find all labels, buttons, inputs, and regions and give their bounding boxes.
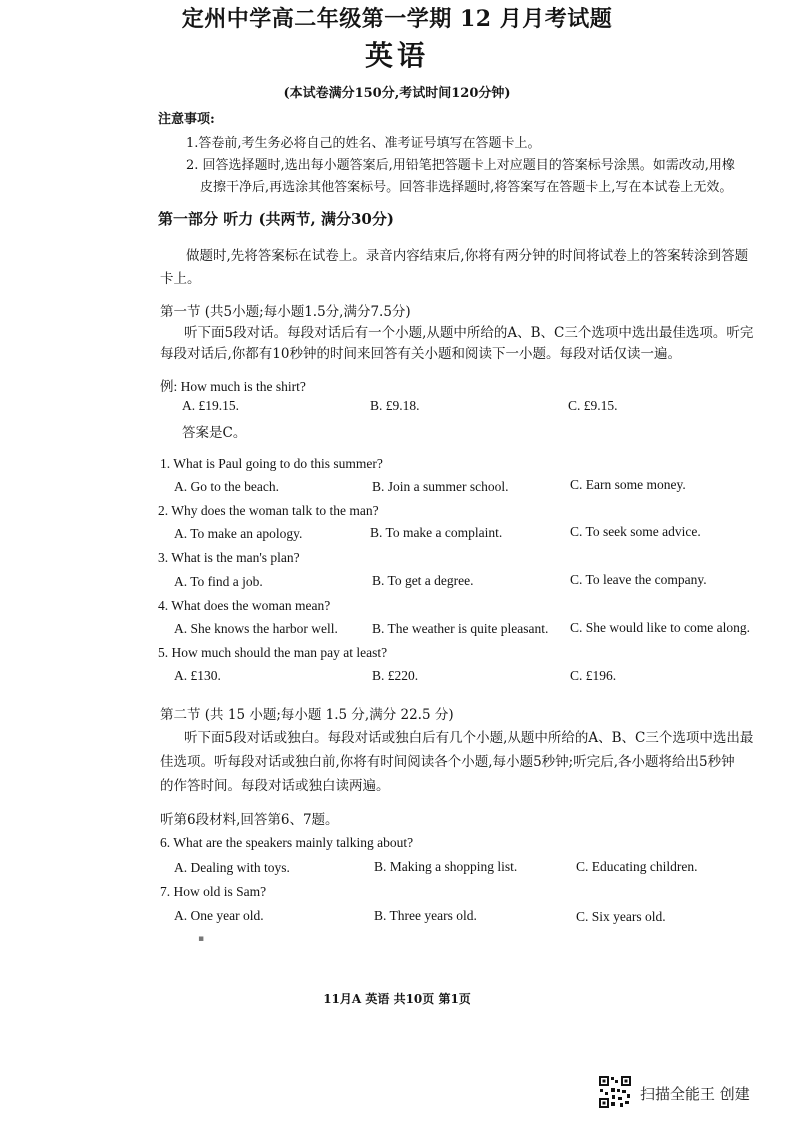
page-footer: 11月A 英语 共10页 第1页	[323, 992, 471, 1006]
question-2-option-b: B. To make a complaint.	[370, 525, 503, 540]
question-3-option-b: B. To get a degree.	[372, 573, 474, 588]
question-2: 2. Why does the woman talk to the man?	[158, 503, 379, 518]
section2-material-note: 听第6段材料,回答第6、7题。	[160, 812, 339, 828]
question-4-option-b: B. The weather is quite pleasant.	[372, 621, 549, 636]
question-3-option-a: A. To find a job.	[174, 574, 263, 589]
notes-title: 注意事项:	[158, 112, 215, 127]
question-5: 5. How much should the man pay at least?	[158, 645, 388, 660]
question-3-option-c: C. To leave the company.	[570, 572, 707, 587]
part1-instruction-line-2: 卡上。	[160, 271, 201, 287]
question-5-option-c: C. £196.	[570, 668, 617, 683]
question-4-option-a: A. She knows the harbor well.	[174, 621, 338, 636]
question-6-option-c: C. Educating children.	[576, 859, 698, 874]
note-item-1: 1.答卷前,考生务必将自己的姓名、准考证号填写在答题卡上。	[186, 136, 541, 151]
scan-speck: ▪	[198, 934, 205, 944]
section2-instruction-line-1: 听下面5段对话或独白。每段对话或独白后有几个小题,从题中所给的A、B、C三个选项中选出最	[184, 730, 754, 746]
question-2-option-c: C. To seek some advice.	[570, 524, 701, 539]
section1-instruction-line-1: 听下面5段对话。每段对话后有一个小题,从题中所给的A、B、C三个选项中选出最佳选项。听完	[184, 325, 754, 341]
example-answer: 答案是C。	[182, 425, 247, 441]
exam-title: 定州中学高二年级第一学期 12 月月考试题	[181, 6, 613, 32]
section2-instruction-line-2: 佳选项。听每段对话或独白前,你将有时间阅读各个小题,每小题5秒钟;听完后,各小题将给出5秒钟	[160, 754, 735, 770]
question-7-option-b: B. Three years old.	[374, 908, 477, 923]
example-option-c: C. £9.15.	[568, 398, 618, 413]
question-4-option-c: C. She would like to come along.	[570, 620, 750, 635]
example-option-b: B. £9.18.	[370, 398, 420, 413]
question-1-option-b: B. Join a summer school.	[372, 479, 509, 494]
question-6-option-b: B. Making a shopping list.	[374, 859, 518, 874]
scanner-watermark: 扫描全能王 创建	[640, 1085, 750, 1103]
example-option-a: A. £19.15.	[182, 398, 239, 413]
question-2-option-a: A. To make an apology.	[174, 526, 303, 541]
question-1-option-a: A. Go to the beach.	[174, 479, 279, 494]
part1-instruction-line-1: 做题时,先将答案标在试卷上。录音内容结束后,你将有两分钟的时间将试卷上的答案转涂到答题	[186, 248, 749, 264]
question-6-option-a: A. Dealing with toys.	[174, 860, 290, 875]
score-note: (本试卷满分150分,考试时间120分钟)	[283, 86, 511, 101]
question-1-option-c: C. Earn some money.	[570, 477, 686, 492]
section1-title: 第一节 (共5小题;每小题1.5分,满分7.5分)	[160, 304, 411, 320]
section1-instruction-line-2: 每段对话后,你都有10秒钟的时间来回答有关小题和阅读下一小题。每段对话仅读一遍。	[160, 346, 681, 362]
note-item-2: 2. 回答选择题时,选出每小题答案后,用铅笔把答题卡上对应题目的答案标号涂黑。如需改动,用橡	[186, 158, 735, 173]
note-item-2-cont: 皮擦干净后,再选涂其他答案标号。回答非选择题时,将答案写在答题卡上,写在本试卷上无效。	[200, 180, 733, 195]
question-7-option-c: C. Six years old.	[576, 909, 666, 924]
section2-instruction-line-3: 的作答时间。每段对话或独白读两遍。	[160, 778, 390, 794]
question-7: 7. How old is Sam?	[160, 884, 267, 899]
qr-code-icon	[598, 1075, 632, 1109]
section2-title: 第二节 (共 15 小题;每小题 1.5 分,满分 22.5 分)	[160, 707, 454, 723]
question-4: 4. What does the woman mean?	[158, 598, 331, 613]
question-7-option-a: A. One year old.	[174, 908, 264, 923]
question-3: 3. What is the man's plan?	[158, 550, 300, 565]
question-5-option-b: B. £220.	[372, 668, 419, 683]
part1-title: 第一部分 听力 (共两节, 满分30分)	[158, 210, 394, 228]
example-question: 例: How much is the shirt?	[160, 379, 306, 394]
exam-subject: 英语	[364, 39, 429, 72]
question-6: 6. What are the speakers mainly talking about?	[160, 835, 414, 850]
question-5-option-a: A. £130.	[174, 668, 221, 683]
question-1: 1. What is Paul going to do this summer?	[160, 456, 383, 471]
